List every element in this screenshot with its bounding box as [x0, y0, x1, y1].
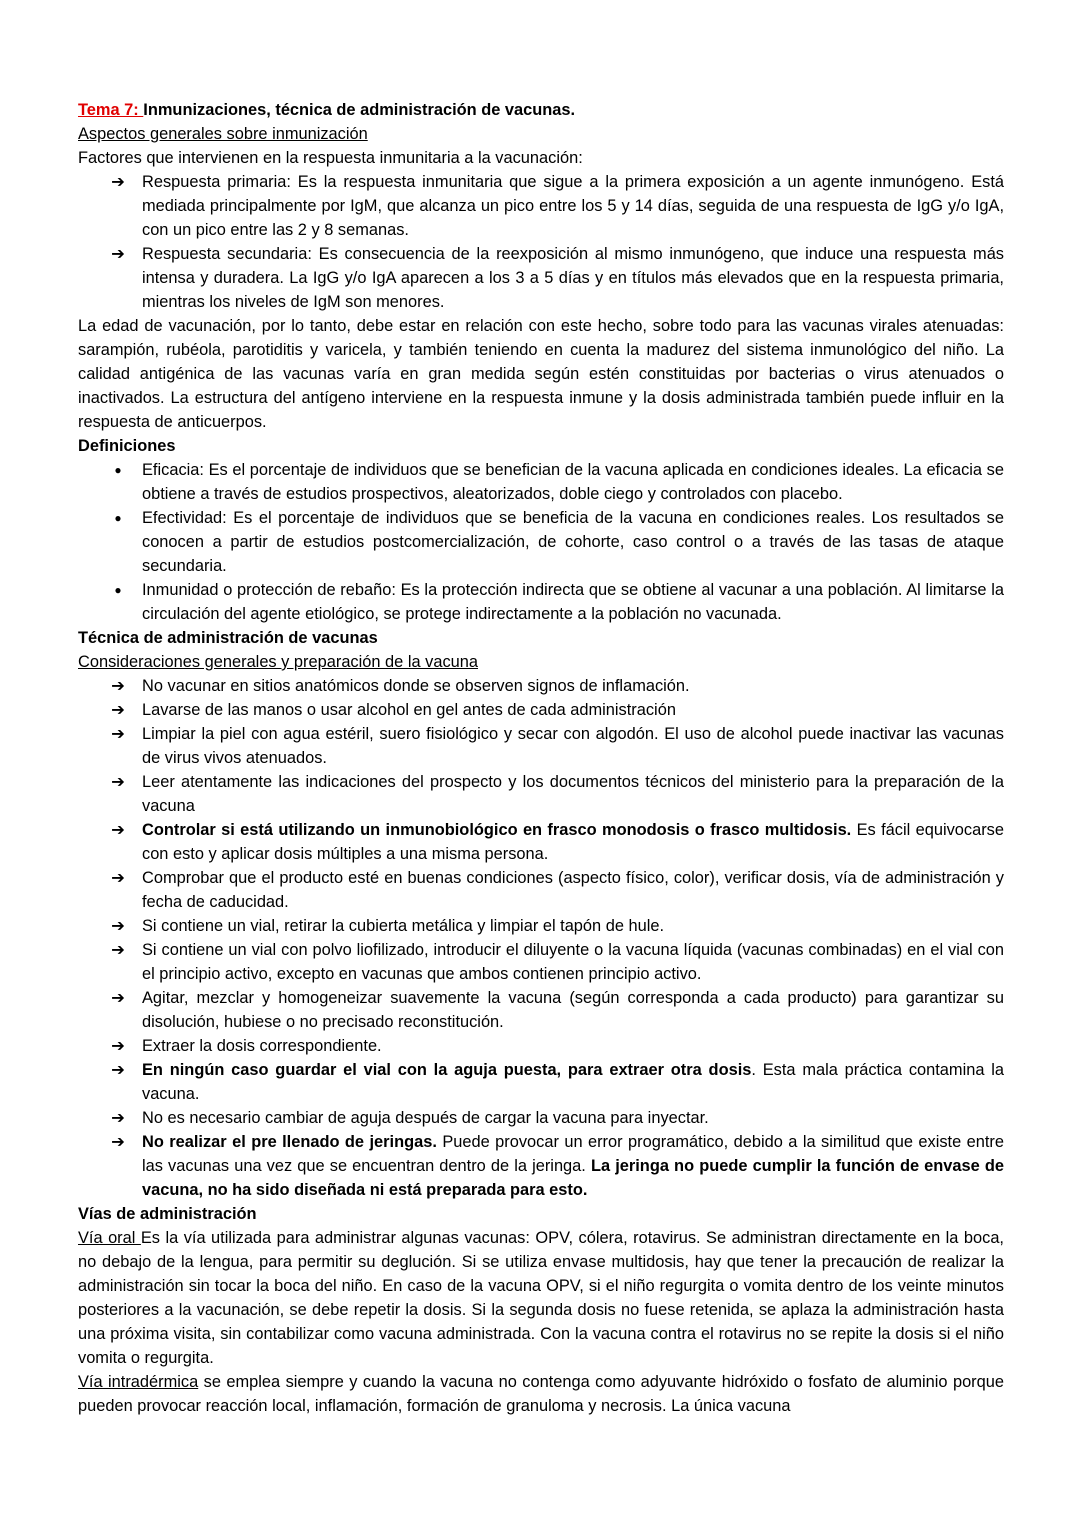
via-oral-label: Vía oral [78, 1229, 141, 1247]
list-item [111, 986, 1004, 1034]
arrow-icon: ➔ [111, 773, 125, 791]
heading-tecnica: Técnica de administración de vacunas [78, 629, 378, 647]
item-text: . Esta mala práctica contamina la vacuna. [142, 1061, 1004, 1103]
arrow-icon: ➔ [111, 173, 125, 191]
item-bold-end: La jeringa no puede cumplir la función de envase de vacuna, no ha sido diseñada ni está preparada para esto. [142, 1157, 1005, 1199]
bullet-icon: ● [114, 511, 122, 525]
item-text: Si contiene un vial, retirar la cubierta metálica y limpiar el tapón de hule. [142, 917, 665, 935]
arrow-icon: ➔ [111, 1109, 125, 1127]
item-bold: En ningún caso guardar el vial con la aguja puesta, para extraer otra dosis [142, 1061, 752, 1079]
list-item [111, 722, 1004, 770]
edad-vacunacion-paragraph: La edad de vacunación, por lo tanto, debe estar en relación con este hecho, sobre todo para las vacunas virales atenuadas: sarampión, rubéola, parotiditis y varicela, y también teniendo en cuenta la madurez del sistema inmunológico del niño. La calidad antigénica de las vacunas varía en gran medida según estén constituidas por bacterias o virus atenuados o inactivados. La estructura del antígeno interviene en la respuesta inmune y la dosis administrada también puede influir en la respuesta de anticuerpos. [78, 317, 1004, 431]
document-title [78, 98, 1004, 122]
item-text: Inmunidad o protección de rebaño: Es la protección indirecta que se obtiene al vacunar a una población. Al limitarse la circulación del agente etiológico, se protege indirectamente a la población no vacunada. [142, 581, 1004, 623]
item-text: No es necesario cambiar de aguja después de cargar la vacuna para inyectar. [142, 1109, 709, 1127]
item-text: Respuesta secundaria: Es consecuencia de la reexposición al mismo inmunógeno, que induce una respuesta más intensa y duradera. La IgG y/o IgA aparecen a los 3 a 5 días y en títulos más elevados que en la respuesta primaria, mientras los niveles de IgM son menores. [142, 245, 1004, 311]
list-item [111, 1058, 1004, 1106]
bullet-icon: ● [114, 583, 122, 597]
arrow-icon: ➔ [111, 917, 125, 935]
item-text: Respuesta primaria: Es la respuesta inmunitaria que sigue a la primera exposición a un agente inmunógeno. Está mediada principalmente por IgM, que alcanza un pico entre los 5 y 14 días, seguida de una respuesta de IgG y/o IgA, con un pico entre las 2 y 8 semanas. [142, 173, 1004, 239]
arrow-icon: ➔ [111, 245, 125, 263]
definiciones-list [78, 458, 1004, 626]
list-item [111, 1034, 1004, 1058]
subheading-consideraciones: Consideraciones generales y preparación de la vacuna [78, 653, 479, 671]
list-item [111, 866, 1004, 914]
item-text: Lavarse de las manos o usar alcohol en gel antes de cada administración [142, 701, 676, 719]
list-item [111, 1106, 1004, 1130]
item-text: Agitar, mezclar y homogeneizar suavemente la vacuna (según corresponda a cada producto) para garantizar su disolución, hubiese o no precisado reconstitución. [142, 989, 1004, 1031]
arrow-icon: ➔ [111, 869, 125, 887]
respuesta-list [78, 170, 1004, 314]
via-intradermica-paragraph [78, 1370, 1004, 1418]
item-text: Puede provocar un error programático, debido a la similitud que existe entre las vacunas una vez que se encuentran dentro de la jeringa. [142, 1133, 1004, 1175]
arrow-icon: ➔ [111, 701, 125, 719]
item-text: Extraer la dosis correspondiente. [142, 1037, 382, 1055]
item-bold: Controlar si está utilizando un inmunobiológico en frasco monodosis o frasco multidosis. [142, 821, 852, 839]
item-text: Eficacia: Es el porcentaje de individuos que se benefician de la vacuna aplicada en condiciones ideales. La eficacia se obtiene a través de estudios prospectivos, aleatorizados, doble ciego y controlados con placebo. [142, 461, 1004, 503]
item-text: Si contiene un vial con polvo liofilizado, introducir el diluyente o la vacuna líquida (vacunas combinadas) en el vial con el principio activo, excepto en vacunas que ambos contienen principio activo. [142, 941, 1004, 983]
via-oral-paragraph [78, 1226, 1004, 1370]
arrow-icon: ➔ [111, 1037, 125, 1055]
list-item [111, 770, 1004, 818]
factores-intro: Factores que intervienen en la respuesta inmunitaria a la vacunación: [78, 149, 583, 167]
list-item [111, 818, 1004, 866]
item-text: Efectividad: Es el porcentaje de individuos que se beneficia de la vacuna en condiciones reales. Los resultados se conocen a partir de estudios postcomercialización, de cohorte, caso control o a través de las tasas de ataque secundaria. [142, 509, 1004, 575]
item-text: Comprobar que el producto esté en buenas condiciones (aspecto físico, color), verificar dosis, vía de administración y fecha de caducidad. [142, 869, 1004, 911]
arrow-icon: ➔ [111, 989, 125, 1007]
arrow-icon: ➔ [111, 725, 125, 743]
list-item [114, 458, 1004, 506]
heading-vias: Vías de administración [78, 1205, 257, 1223]
via-intradermica-label: Vía intradérmica [78, 1373, 199, 1391]
arrow-icon: ➔ [111, 1133, 125, 1151]
title-text: Inmunizaciones, técnica de administración de vacunas. [143, 101, 576, 119]
heading-definiciones: Definiciones [78, 437, 176, 455]
list-item [111, 170, 1004, 242]
arrow-icon: ➔ [111, 821, 125, 839]
list-item [114, 506, 1004, 578]
via-oral-text: Es la vía utilizada para administrar algunas vacunas: OPV, cólera, rotavirus. Se administran directamente en la boca, no debajo de la lengua, para permitir su deglución. Si se utiliza envase multidosis, hay que tener la precaución de realizar la administración sin tocar la boca del niño. En caso de la vacuna OPV, si el niño regurgita o vomita dentro de los veinte minutos posteriores a la vacunación, se debe repetir la dosis. Si la segunda dosis no fuese retenida, se aplaza la administración hasta una próxima visita, sin contabilizar como vacuna administrada. Con la vacuna contra el rotavirus no se repite la dosis si el niño vomita o regurgita. [78, 1229, 1004, 1367]
arrow-icon: ➔ [111, 941, 125, 959]
list-item [111, 1130, 1005, 1202]
item-text: Es fácil equivocarse con esto y aplicar dosis múltiples a una misma persona. [142, 821, 1004, 863]
tema-label: Tema 7: [78, 101, 144, 119]
bullet-icon: ● [114, 463, 122, 477]
list-item [111, 242, 1004, 314]
item-bold: No realizar el pre llenado de jeringas. [142, 1133, 437, 1151]
list-item [111, 674, 1004, 698]
item-text: Leer atentamente las indicaciones del prospecto y los documentos técnicos del ministerio para la preparación de la vacuna [142, 773, 1004, 815]
list-item [114, 578, 1004, 626]
list-item [111, 698, 1004, 722]
item-text: No vacunar en sitios anatómicos donde se observen signos de inflamación. [142, 677, 690, 695]
item-text: Limpiar la piel con agua estéril, suero fisiológico y secar con algodón. El uso de alcohol puede inactivar las vacunas de virus vivos atenuados. [142, 725, 1004, 767]
list-item [111, 914, 1004, 938]
arrow-icon: ➔ [111, 677, 125, 695]
via-intradermica-text: se emplea siempre y cuando la vacuna no contenga como adyuvante hidróxido o fosfato de aluminio porque pueden provocar reacción local, inflamación, formación de granuloma y necrosis. La única vacuna [78, 1373, 1004, 1415]
tecnica-list [78, 674, 1004, 1202]
list-item [111, 938, 1004, 986]
arrow-icon: ➔ [111, 1061, 125, 1079]
heading-aspectos-generales: Aspectos generales sobre inmunización [78, 125, 368, 143]
